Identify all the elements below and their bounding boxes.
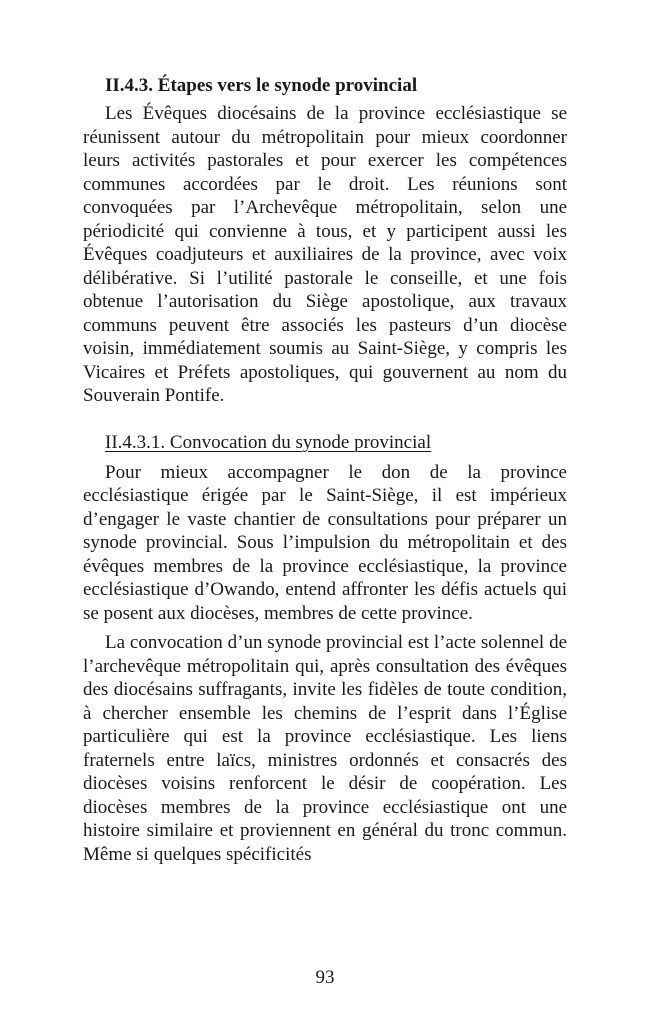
subsection-paragraph: Pour mieux accompagner le don de la province ecclésiastique érigée par le Saint-Siège, il est impérieux d’engager le vaste chantier de consultations pour préparer un synode provincial. Sous l’impulsion du métropolitain et des évêques membres de la province ecclésiastique, la province ecclésiastique d’Owando, entend affronter les défis actuels qui se posent aux diocèses, membres de cette province. xyxy=(83,461,567,624)
section-paragraph: Les Évêques diocésains de la province ecclésiastique se réunissent autour du métropolitain pour mieux coordonner leurs activités pastorales et pour exercer les compétences communes accordées par le droit. Les réunions sont convoquées par l’Archevêque métropolitain, selon une périodicité qui convienne à tous, et y participent aussi les Évêques coadjuteurs et auxiliaires de la province, avec voix délibérative. Si l’utilité pastorale le conseille, et une fois obtenue l’autorisation du Siège apostolique, aux travaux communs peuvent être associés les pasteurs d’un diocèse voisin, immédiatement soumis au Saint-Siège, y compris les Vicaires et Préfets apostoliques, qui gouvernent au nom du Souverain Pontife. xyxy=(83,103,567,406)
page-body xyxy=(83,74,567,866)
subsection-paragraph: La convocation d’un synode provincial est l’acte solennel de l’archevêque métropolitain qui, après consultation des évêques des diocésains suffragants, invite les fidèles de toute condition, à chercher ensemble les chemins de l’esprit dans l’Église particulière qui est la province ecclésiastique. Les liens fraternels entre laïcs, ministres ordonnés et consacrés des diocèses voisins renforcent le désir de coopération. Les diocèses membres de la province ecclésiastique ont une histoire similaire et proviennent en général du tronc commun. Même si quelques spécificités xyxy=(83,632,567,865)
section-heading: II.4.3. Étapes vers le synode provincial xyxy=(105,75,418,96)
subsection-heading: II.4.3.1. Convocation du synode provincial xyxy=(105,431,432,453)
section-spacer xyxy=(83,408,567,431)
page-number: 93 xyxy=(315,967,335,988)
